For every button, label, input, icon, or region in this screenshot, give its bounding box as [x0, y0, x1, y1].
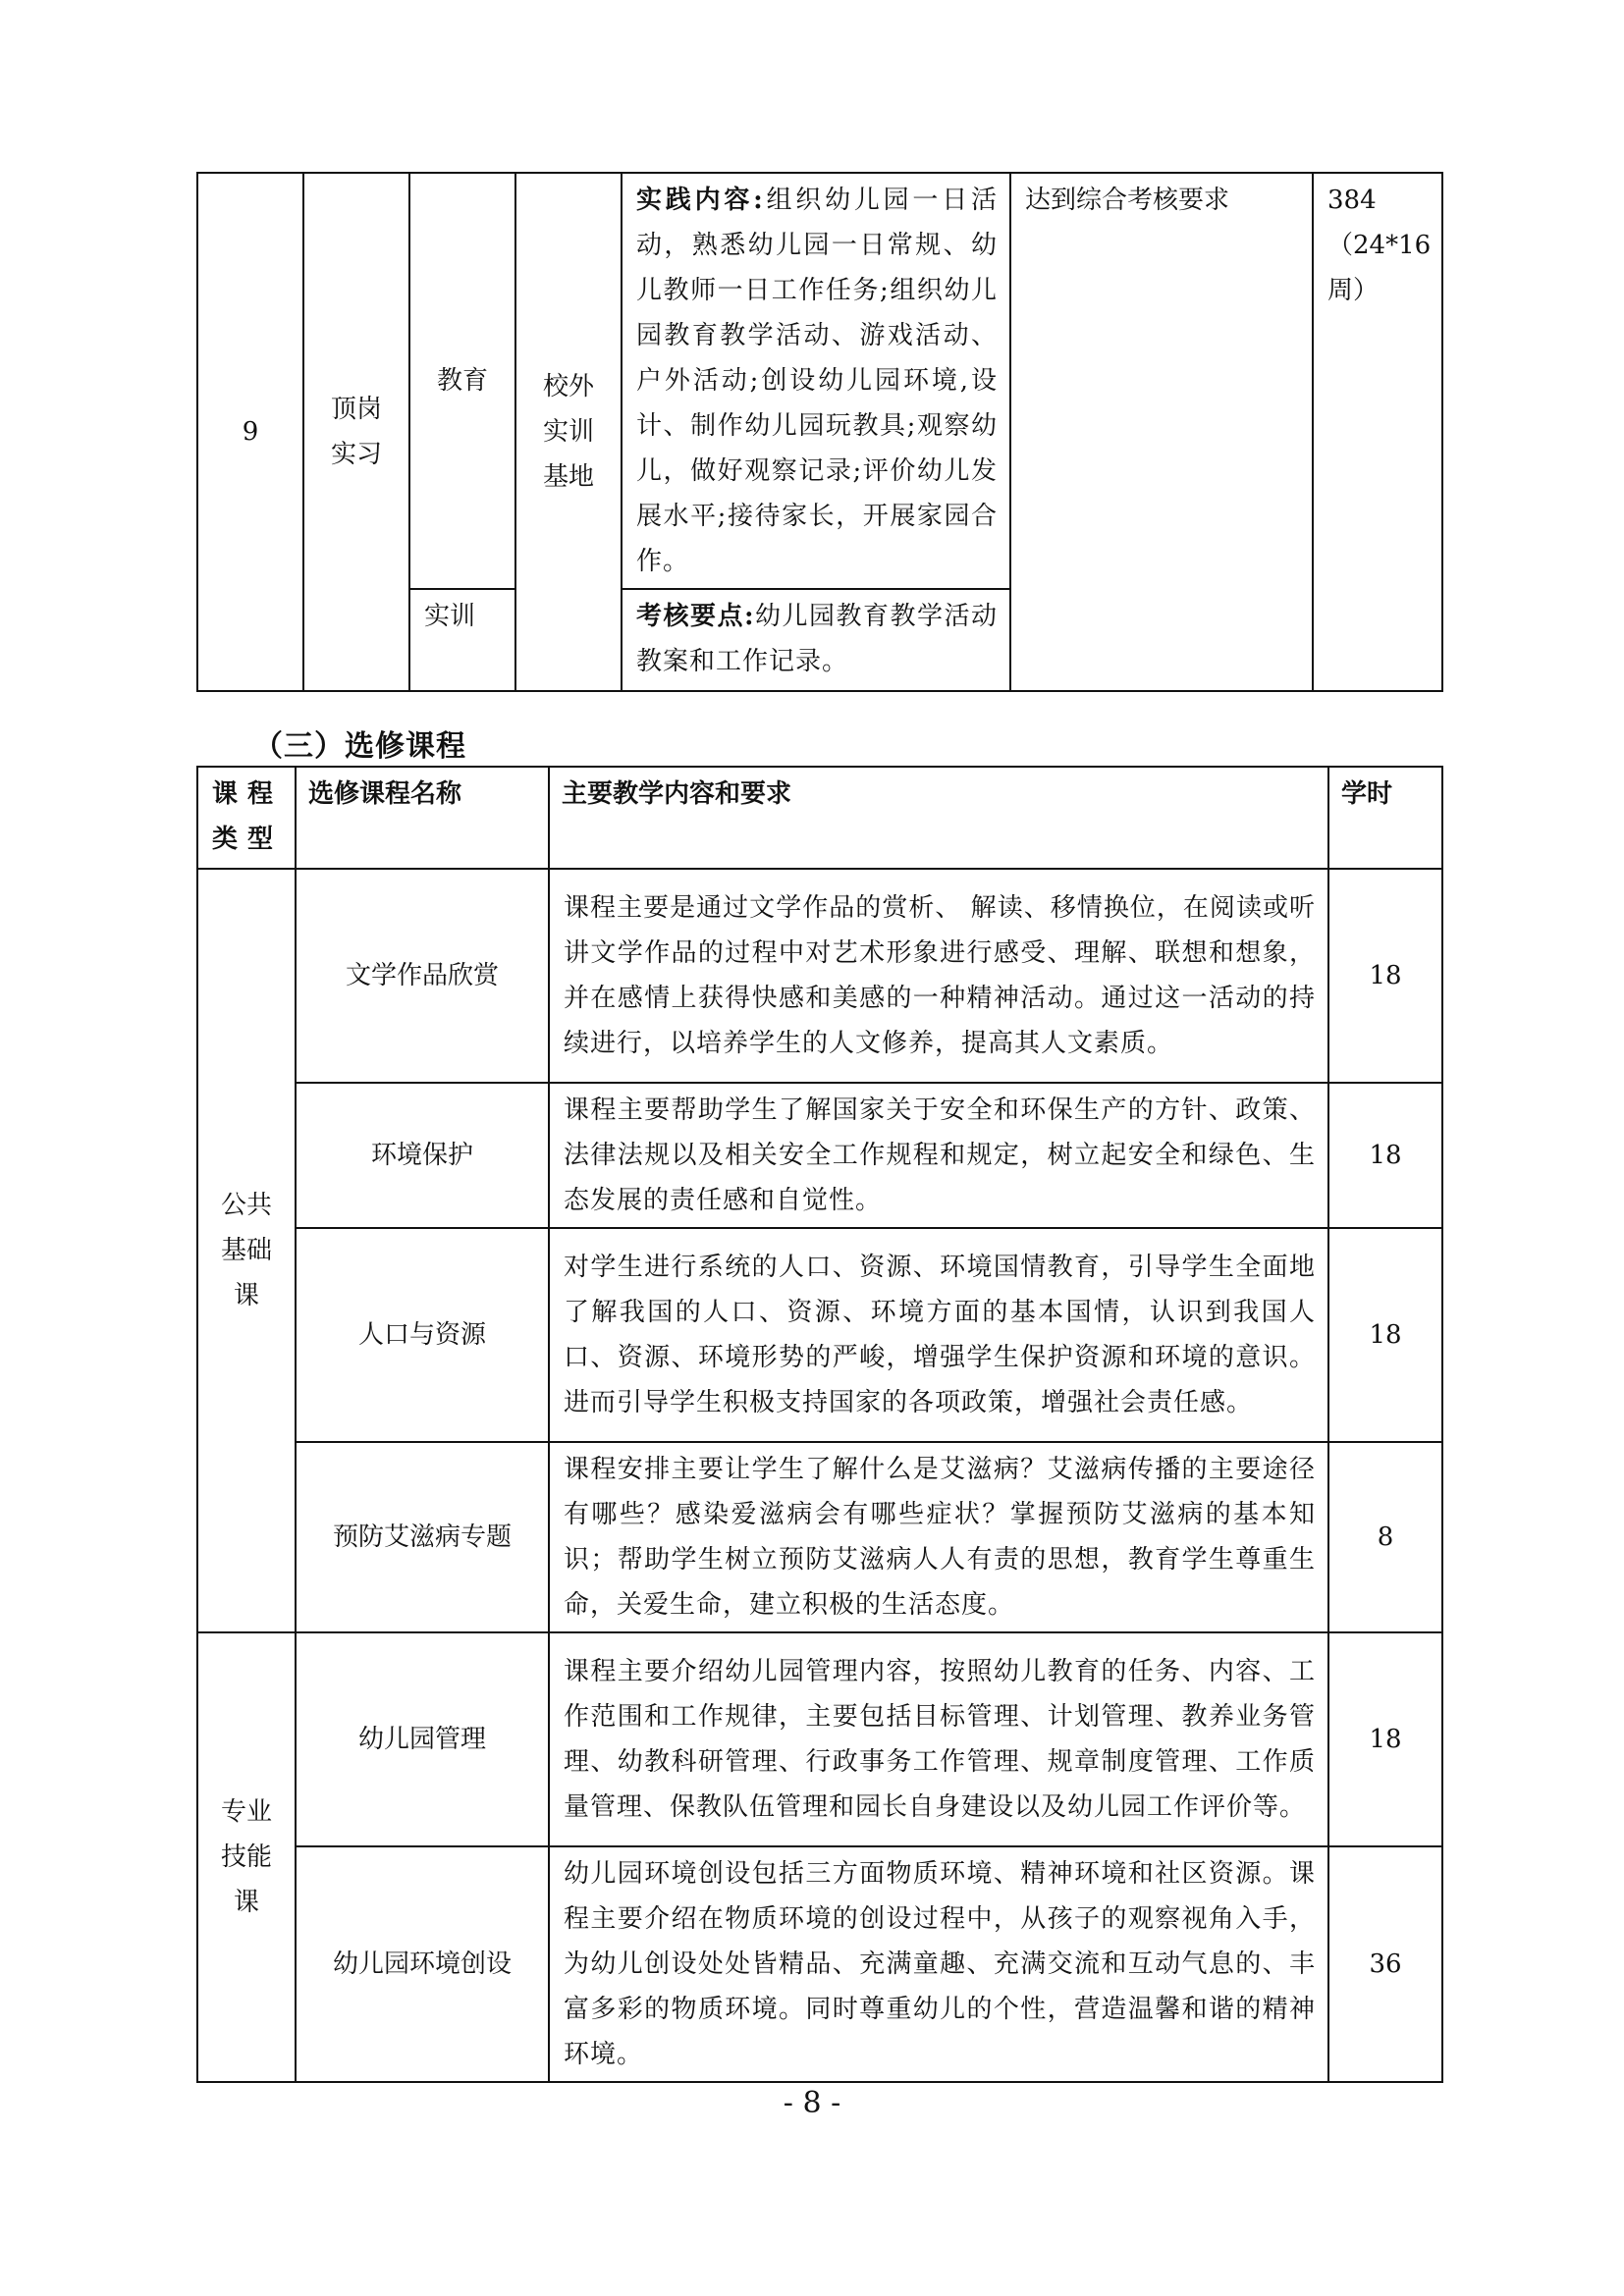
course-hours: 8 [1328, 1442, 1442, 1632]
course-type-cell [303, 173, 409, 691]
header-name: 选修课程名称 [296, 767, 549, 869]
course-content: 课程主要介绍幼儿园管理内容，按照幼儿教育的任务、内容、工作范围和工作规律，主要包括目标管理、计划管理、教养业务管理、幼教科研管理、行政事务工作管理、规章制度管理、工作质量管理、保教队伍管理和园长自身建设以及幼儿园工作评价等。 [549, 1632, 1328, 1846]
row-index: 9 [197, 173, 303, 691]
practice-content-cell [622, 173, 1010, 589]
group-type-label: 公共基础课 [220, 1191, 272, 1310]
course-type-label: 顶岗实习 [330, 395, 382, 469]
course-hours: 18 [1328, 1083, 1442, 1228]
course-content: 课程主要帮助学生了解国家关于安全和环保生产的方针、政策、法律法规以及相关安全工作规程和规定，树立起安全和绿色、生态发展的责任感和自觉性。 [549, 1083, 1328, 1228]
course-content: 课程安排主要让学生了解什么是艾滋病？艾滋病传播的主要途径有哪些？感染爱滋病会有哪些症状？掌握预防艾滋病的基本知识；帮助学生树立预防艾滋病人人有责的思想，教育学生尊重生命，关爱生命，建立积极的生活态度。 [549, 1442, 1328, 1632]
course-name: 幼儿园管理 [296, 1632, 549, 1846]
course-name: 预防艾滋病专题 [296, 1442, 549, 1632]
practice-text: 组织幼儿园一日活动，熟悉幼儿园一日常规、幼儿教师一日工作任务;组织幼儿园教育教学活动、游戏活动、户外活动;创设幼儿园环境,设计、制作幼儿园玩教具;观察幼儿，做好观察记录;评价幼儿发展水平;接待家长，开展家园合作。 [636, 186, 998, 576]
header-type: 课程类型 [197, 767, 296, 869]
course-content: 幼儿园环境创设包括三方面物质环境、精神环境和社区资源。课程主要介绍在物质环境的创设过程中，从孩子的观察视角入手，为幼儿创设处处皆精品、充满童趣、充满交流和互动气息的、丰富多彩的物质环境。同时尊重幼儿的个性，营造温馨和谐的精神环境。 [549, 1846, 1328, 2082]
location-label: 校外实训基地 [542, 372, 594, 492]
course-name: 人口与资源 [296, 1228, 549, 1442]
course-name: 环境保护 [296, 1083, 549, 1228]
course-hours: 18 [1328, 869, 1442, 1083]
requirement-cell: 达到综合考核要求 [1010, 173, 1313, 691]
group-type-cell [197, 1632, 296, 2082]
location-cell [515, 173, 622, 691]
assessment-text: 幼儿园教育教学活动教案和工作记录。 [636, 602, 998, 676]
course-hours: 18 [1328, 1632, 1442, 1846]
assessment-cell [622, 589, 1010, 691]
header-content: 主要教学内容和要求 [549, 767, 1328, 869]
hours-cell: 384（24*16周） [1313, 173, 1442, 691]
group-type-cell [197, 869, 296, 1632]
course-hours: 36 [1328, 1846, 1442, 2082]
elective-table [196, 766, 1443, 2083]
course-name: 文学作品欣赏 [296, 869, 549, 1083]
course-name: 幼儿园环境创设 [296, 1846, 549, 2082]
practice-label: 实践内容: [636, 186, 764, 215]
course-content: 对学生进行系统的人口、资源、环境国情教育，引导学生全面地了解我国的人口、资源、环境方面的基本国情，认识到我国人口、资源、环境形势的严峻，增强学生保护资源和环境的意识。进而引导学生积极支持国家的各项政策，增强社会责任感。 [549, 1228, 1328, 1442]
section-title: （三）选修课程 [253, 729, 466, 764]
course-hours: 18 [1328, 1228, 1442, 1442]
page-number: - 8 - [783, 2086, 841, 2120]
category-bottom-cell: 实训 [409, 589, 515, 691]
category-top-cell [409, 173, 515, 589]
header-hours: 学时 [1328, 767, 1442, 869]
course-content: 课程主要是通过文学作品的赏析、 解读、移情换位，在阅读或听讲文学作品的过程中对艺术形象进行感受、理解、联想和想象，并在感情上获得快感和美感的一种精神活动。通过这一活动的持续进行，以培养学生的人文修养，提高其人文素质。 [549, 869, 1328, 1083]
category-top-label: 教育 [436, 366, 488, 396]
internship-table [196, 172, 1443, 692]
group-type-label: 专业技能课 [220, 1797, 272, 1917]
assessment-label: 考核要点: [636, 602, 755, 631]
